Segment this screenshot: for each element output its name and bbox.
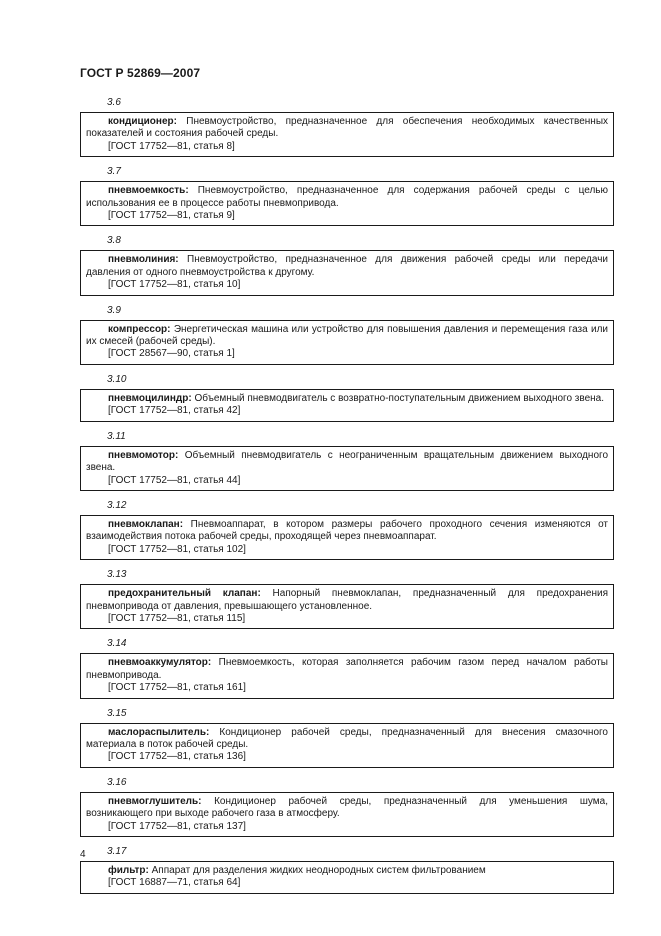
term-source: [ГОСТ 17752—81, статья 137] [108, 820, 246, 832]
definition-text: Кондиционер рабочей среды, предназначенный для внесения смазочного материала в поток рабочей среды. [86, 726, 608, 750]
term-box [80, 792, 614, 837]
definition-text: Аппарат для разделения жидких неоднородных систем фильтрованием [151, 865, 486, 876]
term-definition [86, 588, 608, 613]
term-name: пневмоаккумулятор: [108, 657, 212, 669]
term-box [80, 584, 614, 629]
term-name: пневмоцилиндр: [108, 392, 192, 404]
term-number: 3.15 [107, 707, 127, 719]
term-box [80, 320, 614, 365]
term-source: [ГОСТ 17752—81, статья 102] [108, 543, 246, 555]
term-name: фильтр: [108, 865, 149, 876]
term-entry [80, 430, 614, 491]
term-source: [ГОСТ 17752—81, статья 9] [108, 210, 235, 222]
term-entry [80, 637, 614, 698]
term-number: 3.9 [107, 304, 121, 316]
term-source: [ГОСТ 17752—81, статья 10] [108, 279, 241, 291]
term-box [80, 112, 614, 157]
term-entry [80, 845, 614, 894]
page-number: 4 [80, 849, 86, 860]
definition-text: Кондиционер рабочей среды, предназначенный для уменьшения шума, возникающего при выходе рабочего газа в атмосферу. [86, 795, 609, 820]
term-entry [80, 707, 614, 768]
term-number: 3.7 [107, 166, 121, 178]
term-name: предохранительный клапан: [108, 588, 261, 600]
term-box [80, 181, 614, 226]
term-entry [80, 776, 614, 837]
term-entry [80, 304, 614, 365]
term-entry [80, 373, 614, 422]
term-entry [80, 234, 614, 295]
term-number: 3.8 [107, 235, 121, 247]
term-box [80, 250, 614, 295]
term-entry [80, 568, 614, 629]
term-box [80, 653, 614, 698]
term-source: [ГОСТ 17752—81, статья 44] [108, 474, 241, 486]
terms-list [80, 96, 614, 902]
definition-text: Объемный пневмодвигатель с неограниченным вращательным движением выходного звена. [86, 449, 609, 474]
term-number: 3.10 [107, 373, 127, 385]
term-definition [86, 116, 608, 141]
term-definition [86, 450, 608, 475]
term-entry [80, 165, 614, 226]
term-box [80, 515, 614, 560]
term-number: 3.16 [107, 776, 127, 788]
definition-text: Пневмоемкость, которая заполняется рабочим газом перед началом работы пневмопривода. [86, 657, 608, 681]
definition-text: Энергетическая машина или устройство для повышения давления и перемещения газа или их смесей (рабочей среды). [86, 323, 608, 348]
term-number: 3.6 [107, 97, 121, 108]
term-source: [ГОСТ 28567—90, статья 1] [108, 348, 235, 360]
definition-text: Напорный пневмоклапан, предназначенный для предохранения пневмопривода от давления, превышающего установленное. [86, 588, 608, 612]
term-source: [ГОСТ 17752—81, статья 136] [108, 751, 246, 763]
term-definition [86, 519, 608, 544]
term-number: 3.12 [107, 499, 127, 511]
term-box [80, 861, 614, 894]
term-name: пневмоглушитель: [108, 795, 202, 807]
term-name: компрессор: [108, 323, 171, 335]
term-definition [86, 393, 608, 405]
document-header: ГОСТ Р 52869—2007 [80, 66, 201, 80]
term-source: [ГОСТ 17752—81, статья 8] [108, 140, 235, 152]
term-name: пневмоемкость: [108, 185, 189, 197]
term-source: [ГОСТ 17752—81, статья 161] [108, 682, 246, 694]
term-definition [86, 796, 608, 821]
term-number: 3.14 [107, 638, 127, 650]
definition-text: Объемный пневмодвигатель с возвратно-поступательным движением выходного звена. [194, 392, 604, 404]
term-number: 3.17 [107, 846, 127, 857]
term-source: [ГОСТ 17752—81, статья 42] [108, 405, 241, 417]
term-number: 3.13 [107, 569, 127, 581]
term-definition [86, 657, 608, 682]
term-name: кондиционер: [108, 116, 177, 127]
term-box [80, 389, 614, 422]
term-definition [86, 865, 608, 877]
term-entry [80, 499, 614, 560]
term-number: 3.11 [107, 430, 126, 442]
term-name: пневмомотор: [108, 449, 179, 461]
term-source: [ГОСТ 16887—71, статья 64] [108, 877, 241, 889]
term-name: пневмоклапан: [108, 518, 184, 530]
term-name: маслораспылитель: [108, 726, 210, 738]
definition-text: Пневмоустройство, предназначенное для содержания рабочей среды с целью использования ее в процессе работы пневмопривода. [86, 185, 608, 209]
term-definition [86, 727, 608, 752]
term-box [80, 723, 614, 768]
term-definition [86, 324, 608, 349]
term-definition [86, 185, 608, 210]
definition-text: Пневмоустройство, предназначенное для обеспечения необходимых качественных показателей и состояния рабочей среды. [86, 116, 609, 140]
definition-text: Пневмоустройство, предназначенное для движения рабочей среды или передачи давления от одного пневмоустройства к другому. [86, 254, 609, 278]
term-definition [86, 254, 608, 279]
term-box [80, 446, 614, 491]
term-source: [ГОСТ 17752—81, статья 115] [108, 612, 246, 624]
term-name: пневмолиния: [108, 254, 179, 266]
definition-text: Пневмоаппарат, в котором размеры рабочего проходного сечения изменяются от взаимодействия потока рабочей среды, проходящей через пневмоаппарат. [86, 518, 608, 543]
term-entry [80, 96, 614, 157]
